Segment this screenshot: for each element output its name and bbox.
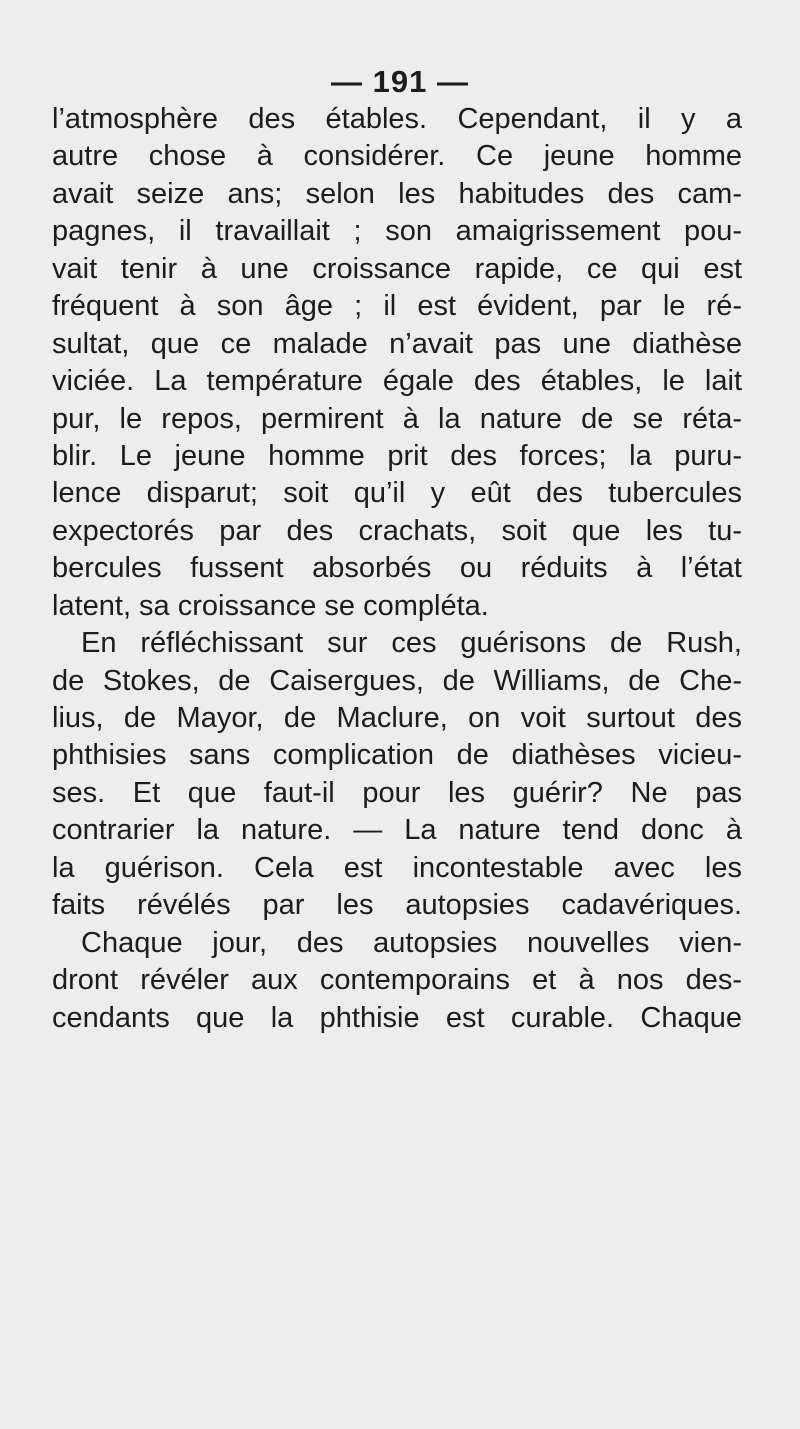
text-line: fréquent à son âge ; il est évident, par le ré-	[52, 290, 742, 323]
text-line: cendants que la phthisie est curable. Chaque	[52, 1001, 742, 1034]
text-line: phthisies sans complication de diathèses vicieu-	[52, 739, 742, 772]
text-line: sultat, que ce malade n’avait pas une diathèse	[52, 327, 742, 360]
text-line: lius, de Mayor, de Maclure, on voit surtout des	[52, 702, 742, 734]
text-line: autre chose à considérer. Ce jeune homme	[52, 140, 742, 173]
text-line: la guérison. Cela est incontestable avec les	[52, 851, 742, 884]
text-line: bercules fussent absorbés ou réduits à l’état	[52, 552, 742, 585]
text-line: dront révéler aux contemporains et à nos des-	[52, 964, 742, 997]
text-line: vait tenir à une croissance rapide, ce qui est	[52, 252, 742, 285]
text-line: l’atmosphère des étables. Cependant, il y a	[52, 103, 742, 135]
page-number-header: — 191 —	[331, 64, 469, 99]
text-line: Chaque jour, des autopsies nouvelles vien-	[81, 926, 742, 959]
text-line: contrarier la nature. — La nature tend donc à	[52, 814, 742, 847]
body-text	[52, 101, 742, 1037]
text-line: En réfléchissant sur ces guérisons de Rush,	[81, 627, 742, 660]
text-line: pur, le repos, permirent à la nature de se réta-	[52, 402, 742, 435]
text-line: ses. Et que faut-il pour les guérir? Ne pas	[52, 776, 742, 809]
text-line: pagnes, il travaillait ; son amaigrissement pou-	[52, 215, 742, 248]
text-line: blir. Le jeune homme prit des forces; la puru-	[52, 439, 742, 472]
text-line: de Stokes, de Caisergues, de Williams, de Che-	[52, 664, 742, 697]
text-line: latent, sa croissance se compléta.	[52, 589, 489, 622]
text-line: faits révélés par les autopsies cadavériques.	[52, 889, 742, 922]
text-line: lence disparut; soit qu’il y eût des tubercules	[52, 477, 742, 510]
text-line: expectorés par des crachats, soit que les tu-	[52, 514, 742, 547]
text-line: viciée. La température égale des étables, le lait	[52, 365, 742, 398]
text-line: avait seize ans; selon les habitudes des cam-	[52, 177, 742, 210]
